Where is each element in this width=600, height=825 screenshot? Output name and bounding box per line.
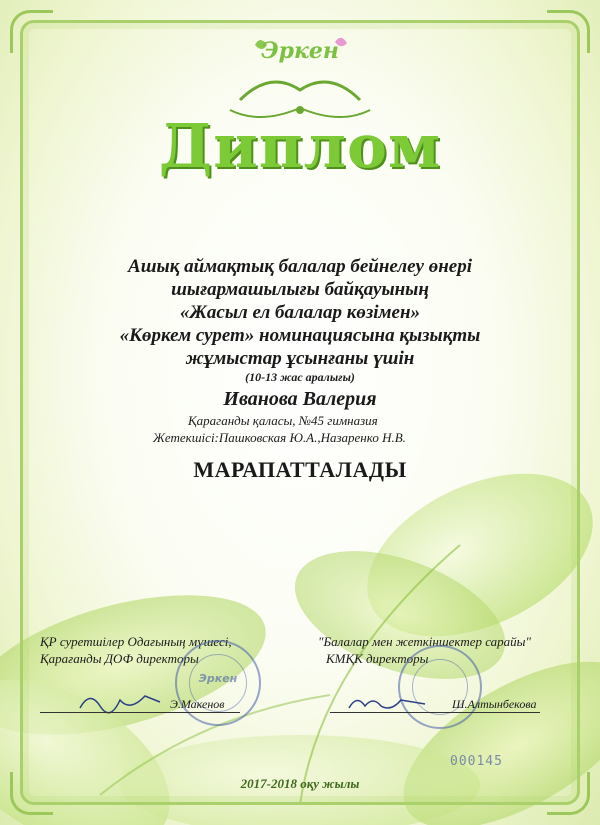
right-signatory-line1: "Балалар мен жеткіншектер сарайы" bbox=[318, 634, 531, 649]
age-range: (10-13 жас аралығы) bbox=[245, 370, 355, 384]
description-line: «Жасыл ел балалар көзімен» bbox=[179, 302, 421, 323]
diploma-title: Диплом bbox=[158, 112, 442, 182]
award-description bbox=[80, 255, 520, 370]
award-word: МАРАПАТТАЛАДЫ bbox=[193, 457, 407, 482]
left-signatory-line1: ҚР суретшілер Одағының мүшесі, bbox=[40, 634, 232, 649]
serial-number: 000145 bbox=[450, 754, 503, 769]
school-info: Қараганды қаласы, №45 гимназия bbox=[188, 413, 378, 428]
stamp-text: Эркен bbox=[198, 672, 238, 685]
right-signatory-name: Ш.Алтынбекова bbox=[452, 697, 537, 711]
left-signature-line bbox=[40, 712, 240, 713]
description-line: жұмыстар ұсынғаны үшін bbox=[185, 348, 415, 369]
left-stamp bbox=[175, 640, 261, 726]
right-stamp bbox=[398, 645, 482, 729]
right-signatory-line2: КМҚК директоры bbox=[326, 651, 429, 666]
description-line: шығармашылығы байқауының bbox=[171, 279, 429, 300]
academic-year: 2017-2018 оқу жылы bbox=[240, 776, 360, 791]
left-signatory-line2: Қарағанды ДОФ директоры bbox=[40, 651, 199, 666]
left-signatory-name: Э.Макенов bbox=[170, 697, 225, 711]
recipient-name: Иванова Валерия bbox=[223, 388, 377, 410]
right-signature-line bbox=[330, 712, 540, 713]
logo-text: Эркен bbox=[261, 38, 339, 64]
teachers-info: Жетекшісі:Пашковская Ю.А.,Назаренко Н.В. bbox=[153, 430, 406, 445]
description-line: Ашық аймақтық балалар бейнелеу өнері bbox=[128, 256, 472, 277]
description-line: «Көркем сурет» номинациясына қызықты bbox=[119, 325, 481, 346]
